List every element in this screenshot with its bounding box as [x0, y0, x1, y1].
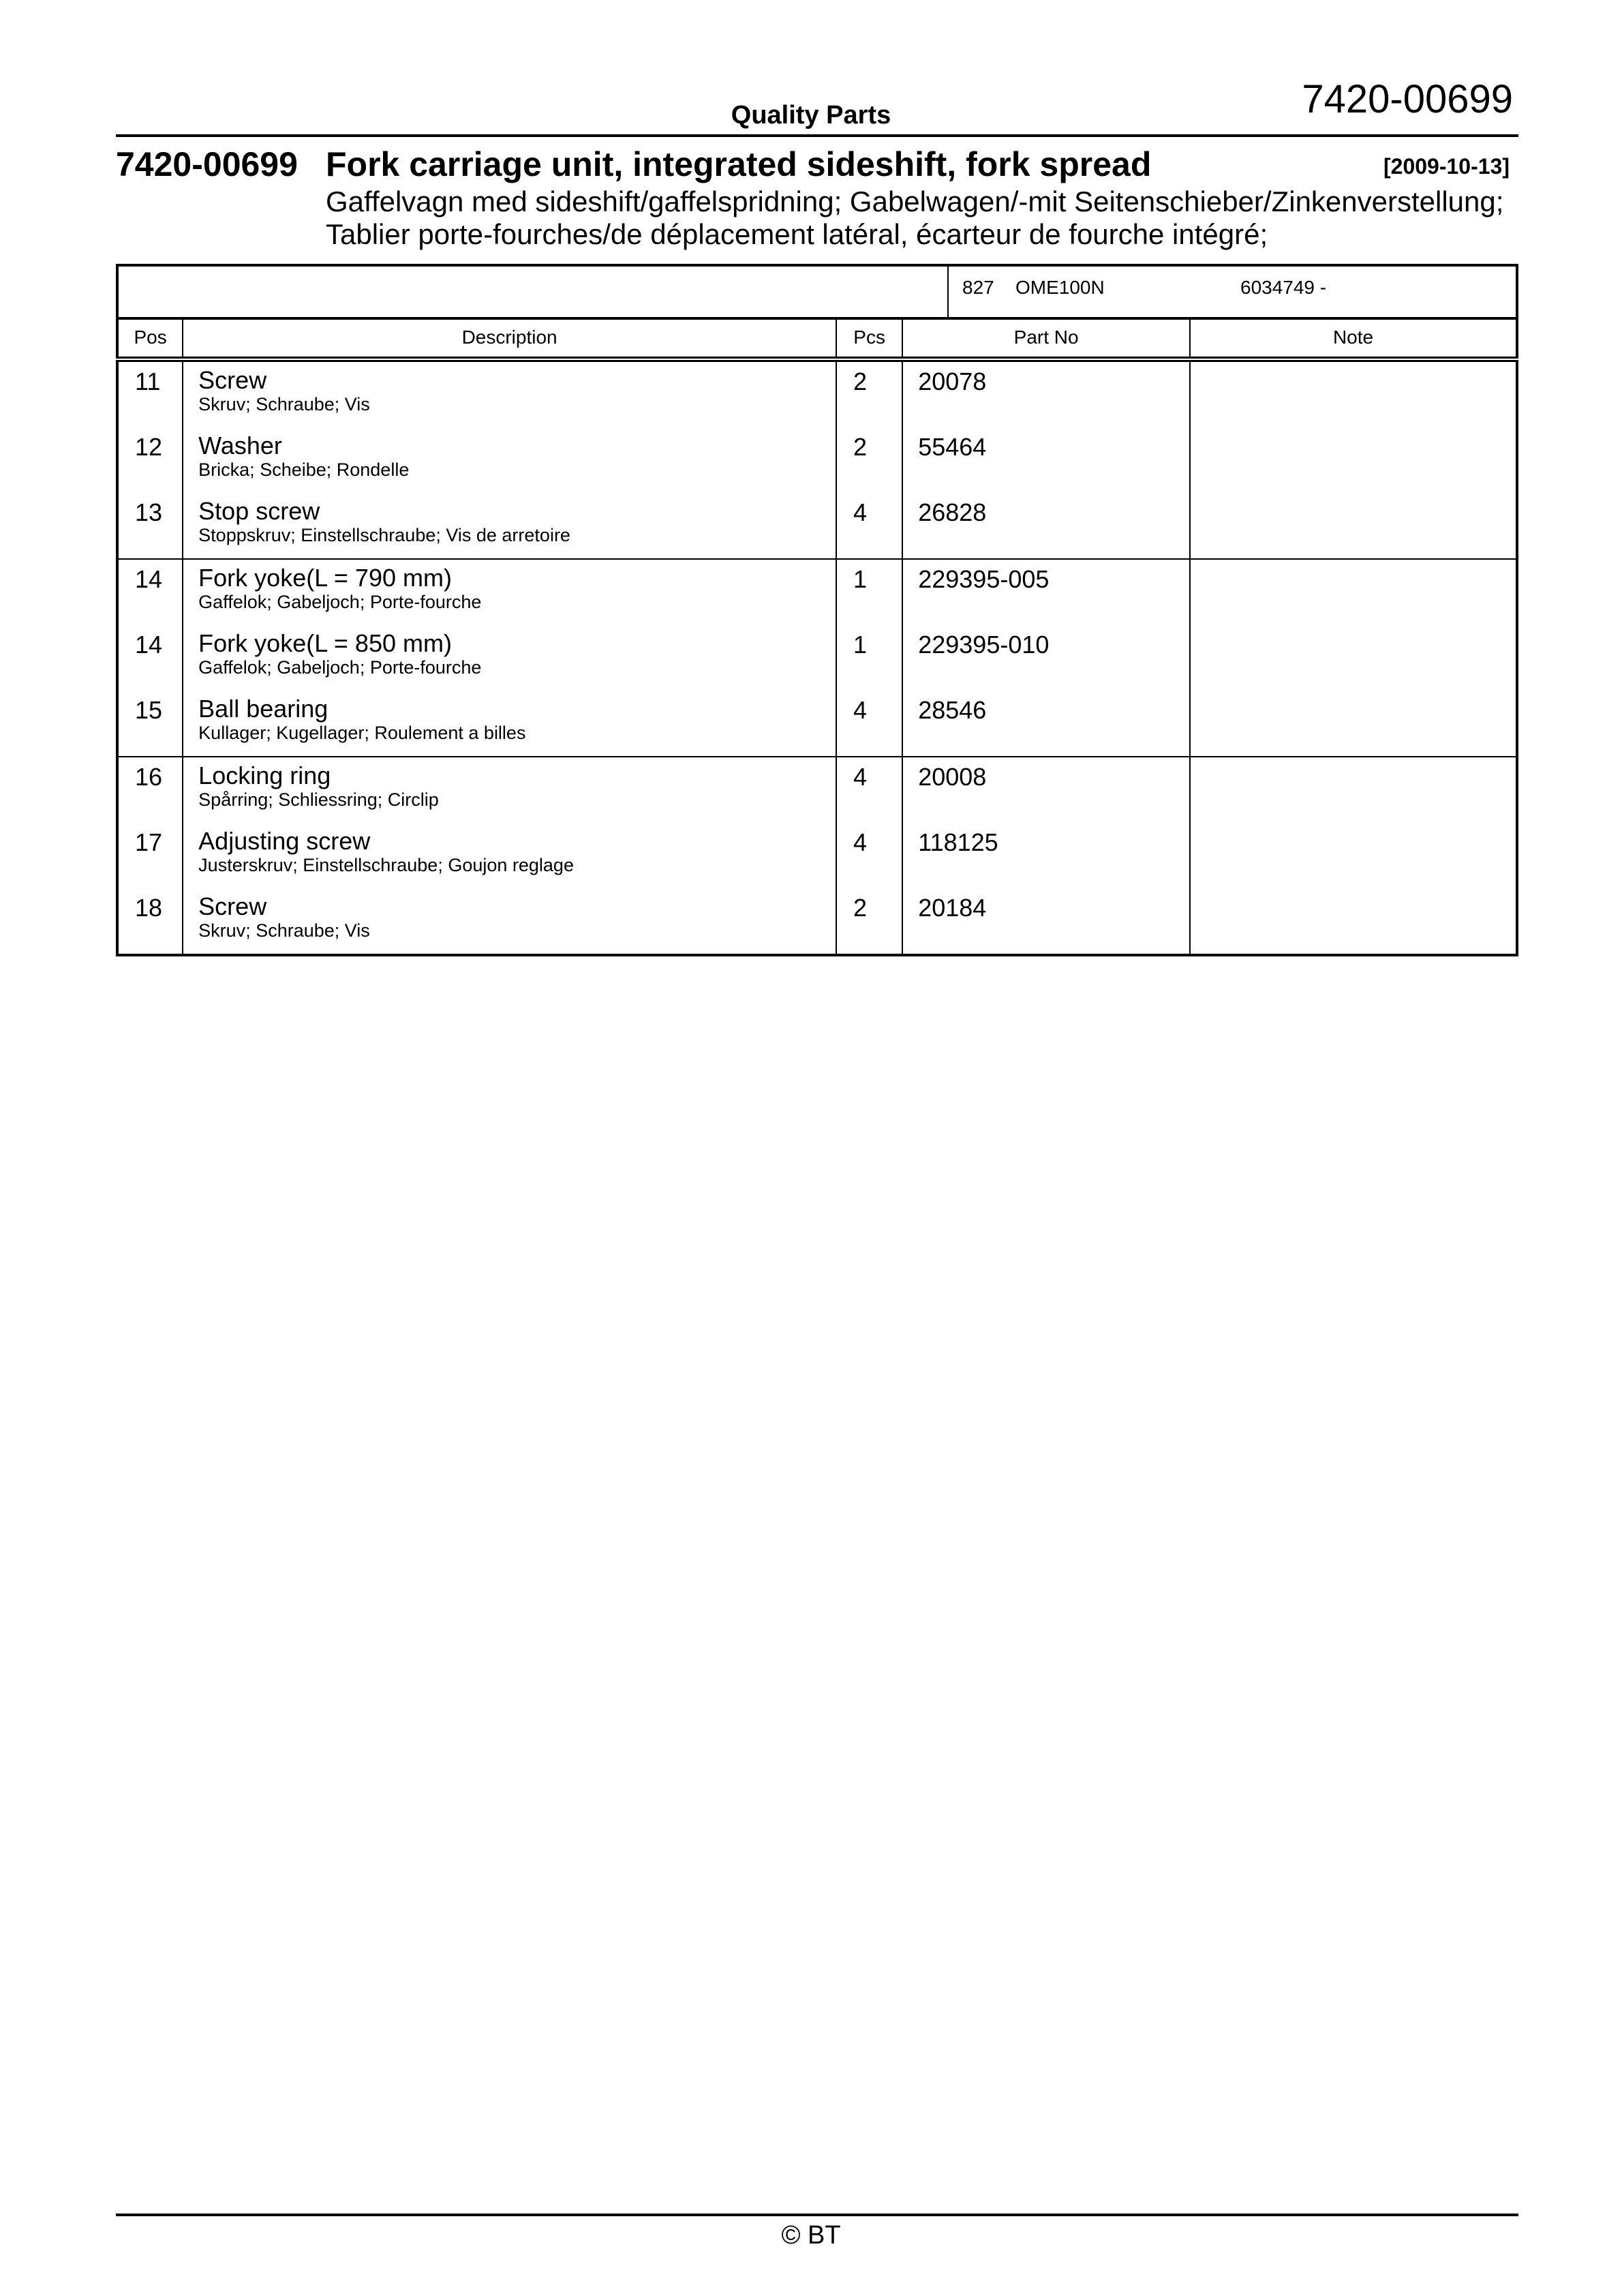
pcs-cell: 4 [836, 757, 902, 823]
note-cell [1190, 625, 1517, 691]
description-text: Adjusting screw [198, 827, 371, 855]
description-cell [183, 888, 836, 955]
pcs-cell: 4 [836, 691, 902, 757]
part-no-cell: 28546 [902, 691, 1190, 757]
table-row [117, 359, 1517, 427]
description-text: Ball bearing [198, 695, 328, 723]
description-cell [183, 359, 836, 427]
description-text: Locking ring [198, 761, 331, 789]
note-cell [1190, 757, 1517, 823]
description-text: Screw [198, 366, 267, 394]
description-text: Fork yoke(L = 850 mm) [198, 629, 452, 657]
description-cell [183, 625, 836, 691]
pos-cell: 17 [135, 828, 163, 856]
pos-cell: 14 [135, 631, 163, 659]
description-cell [183, 427, 836, 493]
description-translation: Kullager; Kugellager; Roulement a billes [198, 723, 526, 743]
pcs-cell: 2 [836, 359, 902, 427]
pcs-cell: 1 [836, 625, 902, 691]
title-translation-line-2: Tablier porte-fourches/de déplacement latéral, écarteur de fourche intégré; [326, 218, 1268, 250]
part-no-cell: 20184 [902, 888, 1190, 955]
column-header-pcs: Pcs [836, 318, 902, 359]
assembly-title: Fork carriage unit, integrated sideshift, fork spread [326, 145, 1152, 183]
description-cell [183, 823, 836, 888]
description-text: Stop screw [198, 497, 320, 525]
description-cell [183, 559, 836, 625]
part-no-cell: 55464 [902, 427, 1190, 493]
column-header-description: Description [183, 318, 836, 359]
note-cell [1190, 823, 1517, 888]
pos-cell: 11 [135, 367, 161, 395]
table-row [117, 888, 1517, 955]
parts-table-header [117, 318, 1517, 359]
column-header-part-no: Part No [902, 318, 1190, 359]
parts-table [116, 317, 1518, 956]
model-serial: 6034749 - [1240, 277, 1327, 298]
footer-divider [116, 2214, 1518, 2216]
model-name: OME100N [1015, 277, 1105, 298]
assembly-number: 7420-00699 [116, 145, 298, 183]
document-number: 7420-00699 [1302, 77, 1513, 121]
pcs-cell: 4 [836, 493, 902, 559]
description-text: Washer [198, 432, 282, 459]
table-row [117, 559, 1517, 625]
description-translation: Justerskruv; Einstellschraube; Goujon reglage [198, 855, 574, 875]
pos-cell: 14 [117, 559, 183, 625]
description-translation: Spårring; Schliessring; Circlip [198, 789, 439, 810]
description-cell [183, 691, 836, 757]
description-translation: Gaffelok; Gabeljoch; Porte-fourche [198, 592, 482, 612]
note-cell [1190, 691, 1517, 757]
pos-cell: 13 [135, 498, 163, 526]
description-translation: Bricka; Scheibe; Rondelle [198, 459, 410, 480]
pos-cell: 18 [135, 894, 163, 922]
table-row [117, 757, 1517, 823]
note-cell [1190, 888, 1517, 955]
part-no-cell: 26828 [902, 493, 1190, 559]
description-translation: Gaffelok; Gabeljoch; Porte-fourche [198, 657, 482, 678]
part-no-cell: 20078 [902, 359, 1190, 427]
pos-cell: 12 [135, 433, 163, 461]
note-cell [1190, 427, 1517, 493]
part-no-cell: 20008 [902, 757, 1190, 823]
table-row [117, 427, 1517, 493]
column-header-note: Note [1190, 318, 1517, 359]
pcs-cell: 2 [836, 888, 902, 955]
note-cell [1190, 559, 1517, 625]
header-divider [116, 134, 1518, 137]
description-translation: Stoppskruv; Einstellschraube; Vis de arretoire [198, 525, 570, 545]
pos-cell: 15 [135, 696, 163, 724]
table-row [117, 625, 1517, 691]
model-box-divider [947, 264, 949, 317]
description-text: Screw [198, 892, 267, 920]
part-no-cell: 229395-010 [902, 625, 1190, 691]
part-no-cell: 229395-005 [902, 559, 1190, 625]
note-cell [1190, 359, 1517, 427]
table-row [117, 823, 1517, 888]
pcs-cell: 1 [836, 559, 902, 625]
description-cell [183, 757, 836, 823]
model-code: 827 [962, 277, 994, 298]
description-translation: Skruv; Schraube; Vis [198, 394, 370, 414]
title-translation-line-1: Gaffelvagn med sideshift/gaffelspridning; Gabelwagen/-mit Seitenschieber/Zinkenverstellung; [326, 185, 1504, 217]
description-translation: Skruv; Schraube; Vis [198, 920, 370, 941]
header-title: Quality Parts [731, 101, 891, 130]
table-row [117, 493, 1517, 559]
pcs-cell: 2 [836, 427, 902, 493]
column-header-pos: Pos [117, 318, 183, 359]
footer-copyright: © BT [781, 2221, 841, 2250]
part-no-cell: 118125 [902, 823, 1190, 888]
description-cell [183, 493, 836, 559]
table-row [117, 691, 1517, 757]
description-text: Fork yoke(L = 790 mm) [198, 564, 452, 592]
note-cell [1190, 493, 1517, 559]
pos-cell: 16 [117, 757, 183, 823]
pcs-cell: 4 [836, 823, 902, 888]
assembly-date: [2009-10-13] [1383, 154, 1510, 179]
